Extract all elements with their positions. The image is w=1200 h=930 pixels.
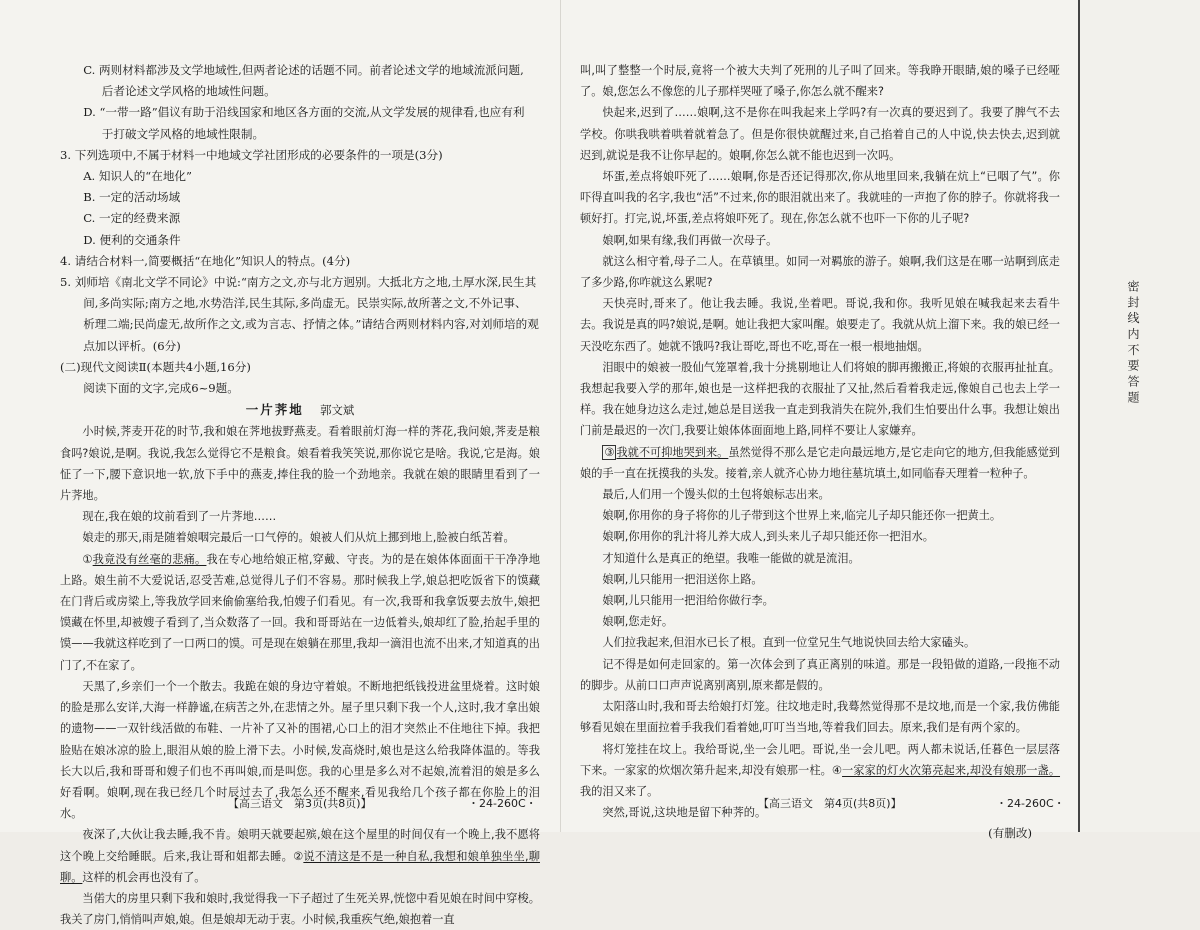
question-line: C. 一定的经费来源 <box>83 211 181 226</box>
story-paragraph: 就这么相守着,母子二人。在草镇里。如同一对羁旅的游子。娘啊,我们这是在哪一站啊到底走了多少路,你咋就这么累呢? <box>580 254 1060 290</box>
footer-left-code: ・24-260C・ <box>468 797 537 810</box>
story-paragraph: 天快亮时,哥来了。他让我去睡。我说,坐着吧。哥说,我和你。我听见娘在喊我起来去看牛去。我说是真的吗?娘说,是啊。她让我把大家叫醒。娘要走了。我就从炕上溜下来。我的娘已经一天没吃东西了。她就不饿吗?我让哥吃,哥也不吃,哥在一根一根地抽烟。 <box>580 297 1060 353</box>
story-paragraph: 娘啊,如果有缘,我们再做一次母子。 <box>602 233 778 247</box>
text-run: ④ <box>831 763 843 777</box>
question-line: D. “一带一路”倡议有助于沿线国家和地区各方面的交流,从文学发展的规律看,也应有利 <box>83 105 525 120</box>
text-run: 说不清这是不是一种自私,我想和娘单独坐坐,聊聊。 <box>60 849 540 884</box>
question-line: B. 一定的活动场域 <box>83 190 181 205</box>
page-fold <box>560 0 561 832</box>
text-run: 一家家的灯火次第亮起来,却没有娘那一盏。 <box>842 763 1061 777</box>
question-line: D. 便利的交通条件 <box>83 232 181 247</box>
footer-right-label: 【高三语文 第4页(共8页)】 <box>758 797 902 810</box>
right-column <box>580 60 1060 845</box>
story-paragraph: 才知道什么是真正的绝望。我唯一能做的就是流泪。 <box>602 551 860 565</box>
story-paragraph: 突然,哥说,这块地是留下种荠的。 <box>602 806 767 820</box>
question-line: 于打破文学风格的地域性限制。 <box>101 126 265 141</box>
story-paragraph: 叫,叫了整整一个时辰,竟将一个被大夫判了死刑的儿子叫了回来。等我睁开眼睛,娘的嗓子已经哑了。娘,您怎么不像您的儿子那样哭哑了嗓子,你怎么就不醒来? <box>580 64 1060 99</box>
story-paragraph: 娘走的那天,雨是随着娘咽完最后一口气停的。娘被人们从炕上挪到地上,脸被白纸苫着。 <box>82 531 515 545</box>
story-paragraph: 现在,我在娘的坟前看到了一片荠地…… <box>82 510 277 524</box>
footer-left-label: 【高三语文 第3页(共8页)】 <box>228 797 372 810</box>
question-line: 后者论述文学风格的地域性问题。 <box>101 84 276 99</box>
question-line: 4. 请结合材料一,简要概括“在地化”知识人的特点。(4分) <box>60 253 351 268</box>
story-paragraph: 小时候,荠麦开花的时节,我和娘在荠地拔野燕麦。看着眼前灯海一样的荠花,我问娘,荠麦是粮食吗?娘说,是啊。我说,我怎么觉得它不是粮食。娘看着我笑笑说,那你说它是啥。我说,它是海。娘怔了一下,腰下意识地一软,放下手中的燕麦,捧住我的脸一个劲地亲。我就在娘的眼睛里看到了一片荠地。 <box>60 425 540 503</box>
story-paragraph <box>580 739 1060 803</box>
question-line: 阅读下面的文字,完成6~9题。 <box>83 381 239 396</box>
question-block <box>60 60 540 399</box>
seal-line-notice <box>1136 280 1150 403</box>
text-run: 夜深了,大伙让我去睡,我不肯。娘明天就要起殡,娘在这个屋里的时间仅有一个晚上,我不愿将这个晚上交给睡眠。后来,我让哥和姐都去睡。 <box>60 828 540 863</box>
story-paragraph: 娘啊,你用你的身子将你的儿子带到这个世界上来,临完儿子却只能还你一把黄土。 <box>602 509 1002 523</box>
text-run: ① <box>82 552 93 566</box>
text-run: ③ <box>604 445 615 459</box>
story-paragraph: 快起来,迟到了……娘啊,这不是你在叫我起来上学吗?有一次真的要迟到了。我要了脾气不去学校。你哄我哄着哄着就着急了。但是你很快就醒过来,自己掐着自己的人中说,快去快去,迟到就迟到,就说是我不让你早起的。娘啊,你怎么就不能也迟到一次吗。 <box>580 106 1060 162</box>
question-line: 5. 刘师培《南北文学不同论》中说:“南方之文,亦与北方迥别。大抵北方之地,土厚水深,民生其 <box>60 275 537 290</box>
question-line: 析理二端;民尚虚无,故所作之文,或为言志、抒情之体。”请结合两则材料内容,对刘师培的观 <box>83 317 539 332</box>
story-paragraph: 最后,人们用一个馒头似的土包将娘标志出来。 <box>602 488 830 502</box>
story-paragraph <box>60 824 540 888</box>
text-run: 虽然觉得不那么是它走向最远地方,是它走向它的地方,但我能感觉到娘的手一直在抚摸我的头发。接着,亲人就齐心协力地往墓坑填土,如同临春天理着一粒种子。 <box>580 445 1060 480</box>
story-text-left <box>60 421 540 930</box>
story-paragraph: 泪眼中的娘被一股仙气笼罩着,我十分挑剔地让人们将娘的脚再搬搬正,将娘的衣服再扯扯直。我想起我要入学的那年,娘也是一这样把我的衣服扯了又扯,然后看着我走远,像娘自己也去上学一样。我在她身边这么走过,她总是目送我一直走到我消失在院外,我们生怕要出什么事。我想让娘出门前是最迟的一次门,我要让娘体体面面地上路,同样不要让人家嫌弃。 <box>580 360 1060 438</box>
story-text-right <box>580 60 1060 823</box>
story-author: 郭文斌 <box>320 403 355 418</box>
story-paragraph <box>580 442 1060 484</box>
text-run: ② <box>293 849 304 863</box>
story-paragraph: 天黑了,乡亲们一个一个散去。我跪在娘的身边守着娘。不断地把纸钱投进盆里烧着。这时娘的脸是那么安详,大海一样静谧,在病苦之外,在悲情之外。屋子里只剩下我一个人,这时,我才拿出娘的遗物——一双针线活做的布鞋、一片补了又补的围裙,心口上的泪才突然止不住地往下掉。我把脸贴在娘冰凉的脸上,眼泪从娘的脸上滑下去。小时候,发高烧时,娘也是这么给我降体温的。等我长大以后,我和哥哥和嫂子们也不再叫娘,而是叫您。我的心里是多么对不起娘,流着泪的娘是多么好看啊。娘啊,现在我已经几个时辰过去了,我怎么还不醒来,看见我给几个孩子都在你脸上的泪水。 <box>60 679 540 821</box>
story-paragraph: 人们拉我起来,但泪水已长了根。直到一位堂兄生气地说快回去给大家磕头。 <box>602 636 976 650</box>
text-run: 我竟没有丝毫的悲痛。 <box>92 552 207 566</box>
story-title <box>60 399 540 421</box>
footer-right-code: ・24-260C・ <box>996 797 1065 810</box>
text-run: 我的泪又来了。 <box>580 784 659 798</box>
question-line: (二)现代文阅读Ⅱ(本题共4小题,16分) <box>60 359 251 374</box>
question-line: 点加以评析。(6分) <box>83 338 181 353</box>
text-run: 我就不可抑地哭到来。 <box>616 445 729 459</box>
story-paragraph: 记不得是如何走回家的。第一次体会到了真正离别的味道。那是一段铅做的道路,一段拖不动的脚步。从前口口声声说离别离别,原来都是假的。 <box>580 657 1060 692</box>
text-run: 将灯笼挂在坟上。我给哥说,坐一会儿吧。哥说,坐一会儿吧。两人都未说话,任暮色一层层落下来。一家家的炊烟次第升起来,却没有娘那一柱。 <box>580 742 1060 777</box>
story-paragraph: 当偌大的房里只剩下我和娘时,我觉得我一下子超过了生死关界,恍惚中看见娘在时间中穿梭。我关了房门,悄悄叫声娘,娘。但是娘却无动于衷。小时候,我重疾气绝,娘抱着一直 <box>60 891 540 927</box>
text-run: 我在专心地给娘正棺,穿戴、守丧。为的是在娘体体面面干干净净地上路。娘生前不大爱说话,忍受苦难,总觉得儿子们不容易。那时候我上学,娘总把吃饭省下的馍藏在门背后或房梁上,等我放学回来偷偷塞给我,怕嫂子们看见。有一次,我哥和我拿饭要去放牛,娘把馍藏在怀里,却被嫂子看到了,当众数落了一回。我和哥哥站在一边低着头,娘却红了脸,抬起手里的馍——我就这样吃到了一口两口的馍。可是现在娘躺在那里,我却一滴泪也流不出来,才知道真的出门了,不在家了。 <box>60 552 541 672</box>
story-paragraph: 娘啊,你用你的乳汁将儿养大成人,到头来儿子却只能还你一把泪水。 <box>602 530 934 544</box>
story-paragraph <box>60 549 540 676</box>
question-line: C. 两则材料都涉及文学地域性,但两者论述的话题不同。前者论述文学的地域流派问题, <box>83 63 524 77</box>
question-line: 3. 下列选项中,不属于材料一中地域文学社团形成的必要条件的一项是(3分) <box>60 147 443 162</box>
text-run: 这样的机会再也没有了。 <box>82 870 206 884</box>
story-paragraph: 太阳落山时,我和哥去给娘打灯笼。往坟地走时,我蓦然觉得那不是坟地,而是一个家,我仿佛能够看见娘在里面拉着手我我们看着她,叮叮当当地,等着我们回去。原来,我们是有两个家的。 <box>580 700 1060 735</box>
story-paragraph: 娘啊,儿只能用一把泪送你上路。 <box>602 572 763 586</box>
story-title-text: 一片荠地 <box>245 402 304 418</box>
seal-margin <box>1078 0 1200 832</box>
edit-note: (有删改) <box>988 826 1032 841</box>
story-paragraph: 坏蛋,差点将娘吓死了……娘啊,你是否还记得那次,你从地里回来,我躺在炕上“已咽了气”。你吓得直叫我的名字,我也“活”不过来,你的眼泪就出来了。我就哇的一声抱了你的脖子。你就将我一顿好打。打完,说,坏蛋,差点将娘吓死了。现在,你怎么就不也吓一下你的儿子呢? <box>580 170 1060 226</box>
question-line: 间,多尚实际;南方之地,水势浩洋,民生其际,多尚虚无。民崇实际,故所著之文,不外记事、 <box>83 296 527 311</box>
question-line: A. 知识人的“在地化” <box>83 169 192 184</box>
story-paragraph: 娘啊,儿只能用一把泪给你做行李。 <box>602 594 774 608</box>
story-paragraph: 娘啊,您走好。 <box>602 615 674 629</box>
